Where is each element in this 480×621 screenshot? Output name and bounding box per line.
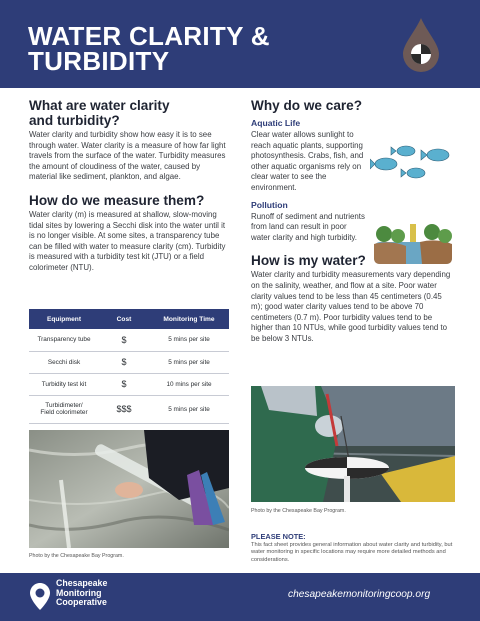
table-header-row bbox=[29, 309, 229, 329]
equipment-cell: Transparency tube bbox=[29, 329, 99, 351]
photo-caption-right: Photo by the Chesapeake Bay Program. bbox=[251, 508, 346, 514]
cost-cell: $ bbox=[99, 351, 149, 373]
map-pin-icon bbox=[28, 582, 52, 612]
website-link[interactable]: chesapeakemonitoringcoop.org bbox=[288, 589, 431, 600]
table-row bbox=[29, 395, 229, 423]
table-row bbox=[29, 373, 229, 395]
section-heading-my-water: How is my water? bbox=[251, 253, 366, 269]
secchi-disk-photo bbox=[251, 386, 455, 502]
water-drop-icon bbox=[401, 16, 441, 72]
subheading-aquatic-life: Aquatic Life bbox=[251, 118, 301, 128]
time-cell: 5 mins per site bbox=[149, 351, 229, 373]
note-text: This fact sheet provides general information about water clarity and turbidity, but water monitoring in specific locations may require more detailed methods and considerations. bbox=[251, 542, 453, 563]
section-text-how: Water clarity (m) is measured at shallow, slow-moving tidal sites by lowering a Secchi disk into the water until it is no longer visible. At some sites, a transparency tube can be filled with water to measure clarity (cm). Turbidity is measured with a turbidity test kit (JTU) or a field colorimeter (NTU). bbox=[29, 209, 226, 272]
page-title: WATER CLARITY & TURBIDITY bbox=[28, 21, 270, 76]
org-logo-text: Chesapeake Monitoring Cooperative bbox=[56, 578, 108, 608]
section-heading-how: How do we measure them? bbox=[29, 192, 205, 208]
equipment-cell: Turbidity test kit bbox=[29, 373, 99, 395]
equipment-table bbox=[29, 309, 229, 424]
column-header-time: Monitoring Time bbox=[149, 309, 229, 329]
section-text-pollution: Runoff of sediment and nutrients from land can result in poor water clarity and high turbidity. bbox=[251, 211, 365, 242]
subheading-pollution: Pollution bbox=[251, 199, 288, 210]
section-heading-why: Why do we care? bbox=[251, 98, 363, 113]
section-text-what: Water clarity and turbidity show how easy it is to see through water. Water clarity is a measure of how far light travels from the surface of the water. Turbidity measures the amount of cloudiness of the water, caused by material like sediment, plankton, and algae. bbox=[29, 130, 226, 182]
column-header-cost: Cost bbox=[99, 309, 149, 329]
time-cell: 5 mins per site bbox=[149, 329, 229, 351]
table-row bbox=[29, 329, 229, 351]
runoff-illustration bbox=[370, 218, 456, 270]
section-heading-what: What are water clarity and turbidity? bbox=[29, 98, 170, 128]
cost-cell: $$$ bbox=[99, 395, 149, 423]
cost-cell: $ bbox=[99, 373, 149, 395]
column-header-equipment: Equipment bbox=[29, 309, 99, 329]
note-title: PLEASE NOTE: bbox=[251, 532, 306, 541]
left-column bbox=[29, 98, 229, 274]
time-cell: 5 mins per site bbox=[149, 395, 229, 423]
fish-illustration bbox=[370, 142, 456, 182]
table-row bbox=[29, 351, 229, 373]
section-text-my-water: Water clarity and turbidity measurements vary depending on the salinity, weather, and flow at a site. Poor water clarity values tend to be less than 45 centimeters (0.45 m); good water clarity values tend to be above 70 centimeters (0.7 m). Poor turbidity values tend to be higher than 10 NTUs, while good turbidity values tend to be below 3 NTUs. bbox=[251, 270, 451, 343]
transparency-tube-photo bbox=[29, 430, 229, 548]
section-text-aquatic: Clear water allows sunlight to reach aquatic plants, supporting photosynthesis. Crabs, fish, and other aquatic organisms rely on clear water to see the environment. bbox=[251, 130, 364, 192]
equipment-cell: Turbidimeter/ Field colorimeter bbox=[29, 395, 99, 423]
equipment-cell: Secchi disk bbox=[29, 351, 99, 373]
time-cell: 10 mins per site bbox=[149, 373, 229, 395]
photo-caption-left: Photo by the Chesapeake Bay Program. bbox=[29, 553, 124, 559]
cost-cell: $ bbox=[99, 329, 149, 351]
